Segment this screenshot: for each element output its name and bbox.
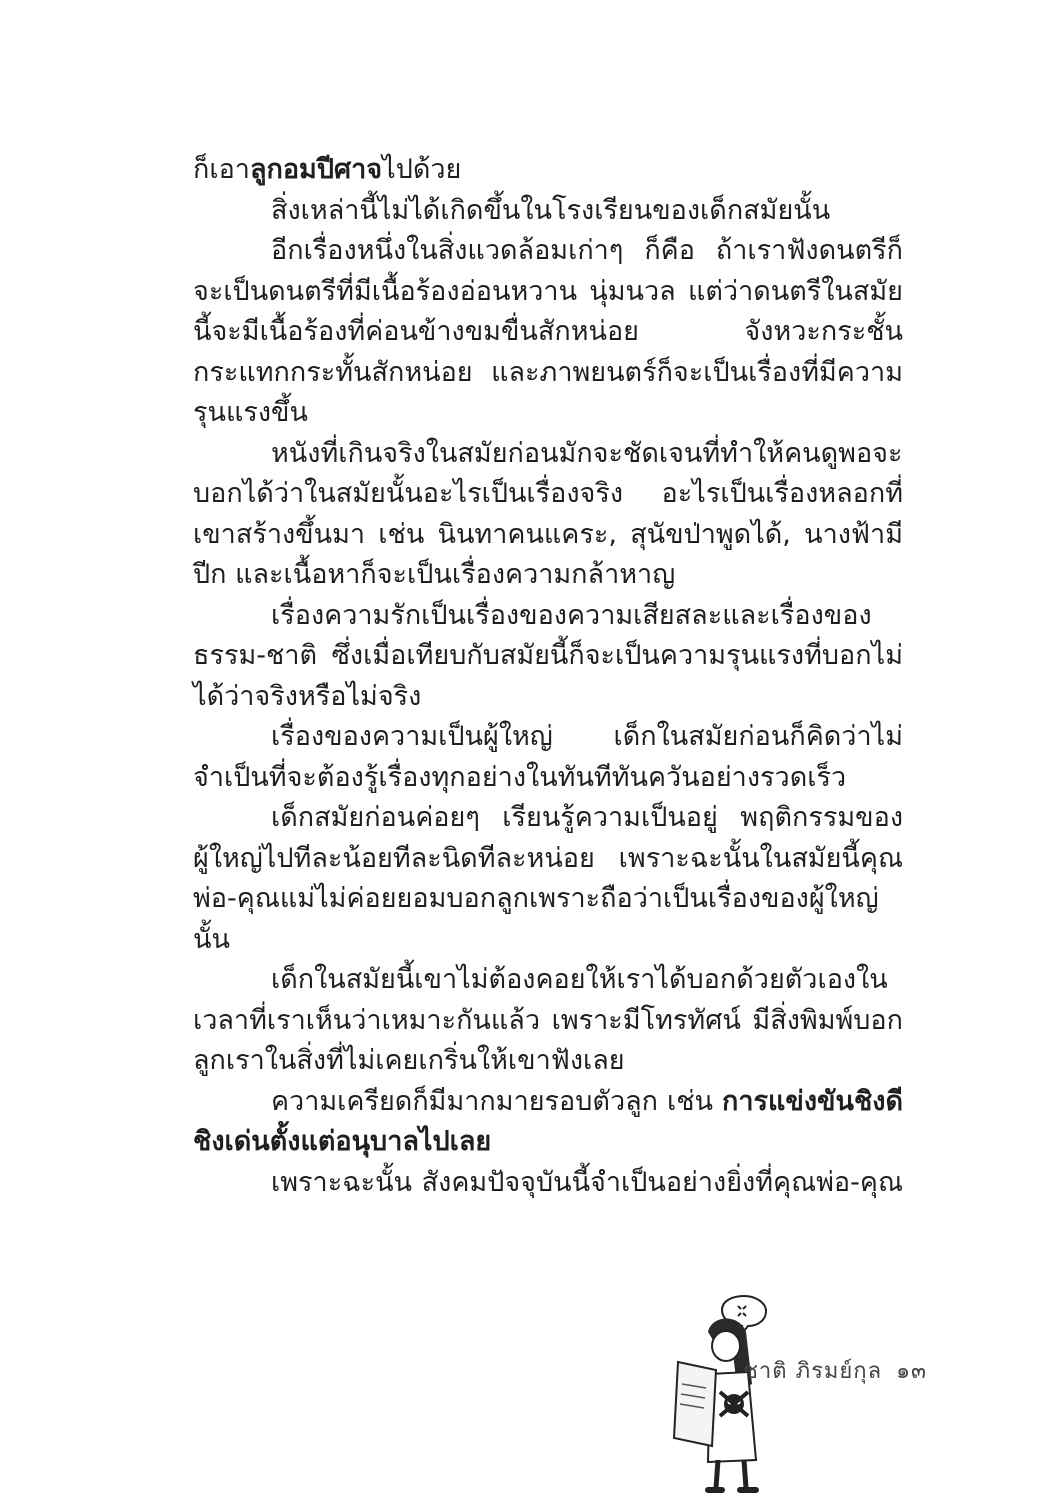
last-paragraph: เพราะฉะนั้น สังคมปัจจุบันนี้จำเป็นอย่างยิ่งที่คุณพ่อ-คุณ [271,1166,903,1198]
reading-figure-with-angry-speech-bubble-icon [660,1292,780,1497]
paragraph: อีกเรื่องหนึ่งในสิ่งแวดล้อมเก่าๆ ก็คือ ถ้าเราฟังดนตรีก็จะเป็นดนตรีที่มีเนื้อร้องอ่อนหวาน นุ่มนวล แต่ว่าดนตรีในสมัยนี้จะมีเนื้อร้องที่ค่อนข้างขมขื่นสักหน่อย จังหวะกระชั้นกระแทกกระทั้นสักหน่อย และภาพยนตร์ก็จะเป็นเรื่องที่มีความรุนแรงขึ้น [193,235,903,428]
stress-paragraph [193,1082,903,1163]
paragraph: เรื่องของความเป็นผู้ใหญ่ เด็กในสมัยก่อนก็คิดว่าไม่จำเป็นที่จะต้องรู้เรื่องทุกอย่างในทันทีทันควันอย่างรวดเร็ว [193,721,903,793]
intro-text-after: ไปด้วย [382,154,462,185]
paragraph: สิ่งเหล่านี้ไม่ได้เกิดขึ้นในโรงเรียนของเด็กสมัยนั้น [271,194,831,226]
footer-page-number: ๑๓ [896,1359,928,1384]
paragraph: เด็กในสมัยนี้เขาไม่ต้องคอยให้เราได้บอกด้วยตัวเองในเวลาที่เราเห็นว่าเหมาะกันแล้ว เพราะมีโทรทัศน์ มีสิ่งพิมพ์บอกลูกเราในสิ่งที่ไม่เคยเกริ่นให้เขาฟังเลย [193,964,903,1076]
intro-bold-phrase: ลูกอมปีศาจ [249,154,383,185]
intro-text-before: ก็เอา [193,154,250,185]
stress-text: ความเครียดก็มีมากมายรอบตัวลูก เช่น [271,1085,722,1117]
page-footer [743,1353,927,1388]
paragraph: เด็กสมัยก่อนค่อยๆ เรียนรู้ความเป็นอยู่ พฤติกรรมของผู้ใหญ่ไปทีละน้อยทีละนิดทีละหน่อย เพราะฉะนั้นในสมัยนี้คุณพ่อ-คุณแม่ไม่ค่อยยอมบอกลูกเพราะถือว่าเป็นเรื่องของผู้ใหญ่นั้น [193,802,903,955]
footer-author: ชาติ ภิรมย์กุล [743,1359,883,1384]
paragraph: หนังที่เกินจริงในสมัยก่อนมักจะชัดเจนที่ทำให้คนดูพอจะบอกได้ว่าในสมัยนั้นอะไรเป็นเรื่องจริง อะไรเป็นเรื่องหลอกที่เขาสร้างขึ้นมา เช่น นินทาคนแคระ, สุนัขป่าพูดได้, นางฟ้ามีปีก และเนื้อหาก็จะเป็นเรื่องความกล้าหาญ [193,437,903,590]
page-body [193,150,903,1203]
stress-bold-phrase: การแข่งขันชิงดีชิงเด่นตั้งแต่อนุบาลไปเลย [193,1085,903,1157]
paragraph: เรื่องความรักเป็นเรื่องของความเสียสละและเรื่องของธรรม-ชาติ ซึ่งเมื่อเทียบกับสมัยนี้ก็จะเป็นความรุนแรงที่บอกไม่ได้ว่าจริงหรือไม่จริง [193,599,903,712]
intro-line [193,150,903,191]
